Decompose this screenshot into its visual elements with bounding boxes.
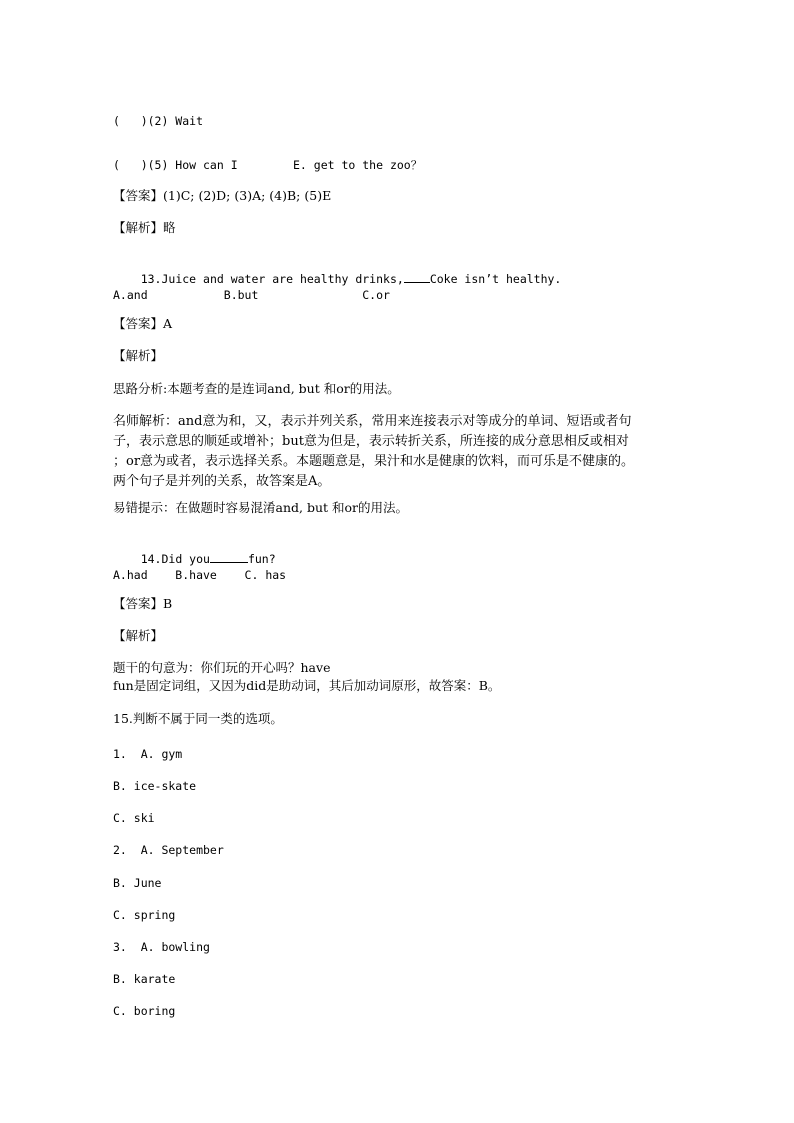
question-14-text-start: 14.Did you xyxy=(140,552,210,566)
answer-13: 【答案】A xyxy=(113,316,173,331)
q15-option: 3. A. bowling xyxy=(113,940,210,954)
question-13-text-end: Coke isn’t healthy. xyxy=(429,272,562,286)
question-13-text-start: 13.Juice and water are healthy drinks, xyxy=(140,272,404,286)
answer-14: 【答案】B xyxy=(113,596,173,611)
answer-12: 【答案】(1)C; (2)D; (3)A; (4)B; (5)E xyxy=(113,188,332,203)
q15-option: C. boring xyxy=(113,1004,176,1018)
q15-option: B. karate xyxy=(113,972,176,986)
question-line-5: ( )(5) How can I E. get to the zoo？ xyxy=(113,158,423,172)
q15-option: B. June xyxy=(113,876,162,890)
analysis-14-line-2: fun是固定词组，又因为did是助动词，其后加动词原形，故答案：B。 xyxy=(113,678,501,693)
q15-option: 2. A. September xyxy=(113,843,224,857)
analysis-13-heading: 【解析】 xyxy=(113,348,164,363)
analysis-12: 【解析】略 xyxy=(113,220,176,235)
explanation-row: 子，表示意思的顺延或增补；but意为但是，表示转折关系，所连接的成分意思相反或相对 xyxy=(113,434,629,449)
question-14-blank xyxy=(210,551,248,563)
question-14-options: A.had B.have C. has xyxy=(113,568,287,582)
question-14-text-end: fun? xyxy=(247,552,276,566)
q15-option: C. spring xyxy=(113,908,176,922)
analysis-14-line-1: 题干的句意为：你们玩的开心吗？have xyxy=(113,660,331,675)
question-13-blank xyxy=(404,271,430,283)
question-13-options: A.and B.but C.or xyxy=(113,288,390,302)
question-line-2: ( )(2) Wait xyxy=(113,114,204,128)
explanation-row: ；or意为或者，表示选择关系。本题题意是，果汁和水是健康的饮料，而可乐是不健康的。 xyxy=(113,454,635,469)
q15-option: B. ice-skate xyxy=(113,779,197,793)
q15-option: 1. A. gym xyxy=(113,747,183,761)
q15-option: C. ski xyxy=(113,811,155,825)
question-15: 15.判断不属于同一类的选项。 xyxy=(113,711,283,726)
analysis-14-heading: 【解析】 xyxy=(113,628,164,643)
analysis-13-tip: 易错提示：在做题时容易混淆and, but 和or的用法。 xyxy=(113,500,409,515)
explanation-row: 两个句子是并列的关系，故答案是A。 xyxy=(113,474,331,489)
explanation-row: 名师解析：and意为和，又，表示并列关系，常用来连接表示对等成分的单词、短语或者句 xyxy=(113,414,632,429)
analysis-13-idea: 思路分析:本题考查的是连词and, but 和or的用法。 xyxy=(113,381,400,396)
analysis-13-explanation xyxy=(113,412,673,492)
